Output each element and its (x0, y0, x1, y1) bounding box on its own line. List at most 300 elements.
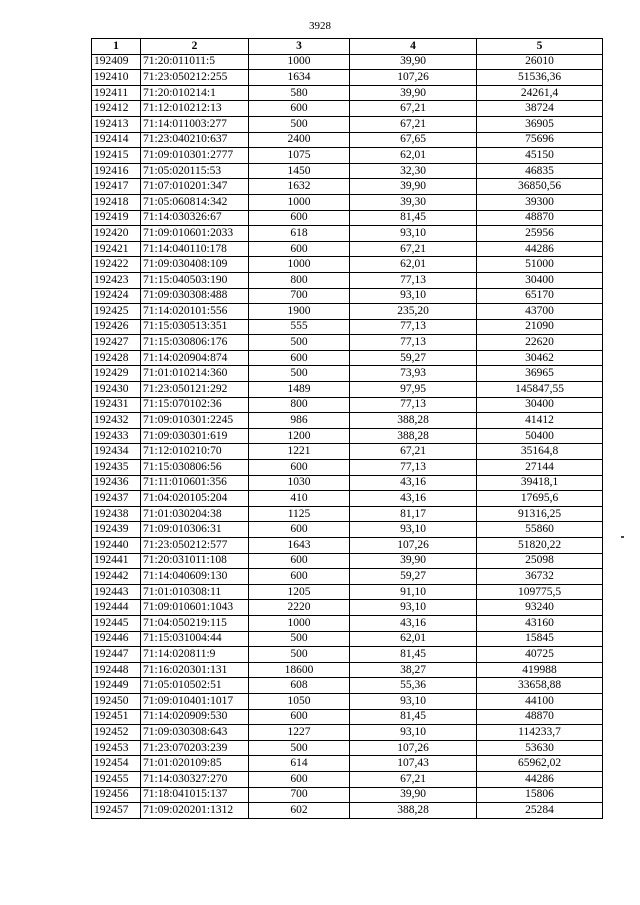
rate-cell: 39,90 (350, 179, 477, 195)
cadastral-number-cell: 71:15:030513:351 (141, 319, 249, 335)
value-cell: 48870 (477, 210, 603, 226)
value-cell: 30400 (477, 397, 603, 413)
cadastral-number-cell: 71:14:011003:277 (141, 116, 249, 132)
rate-cell: 81,17 (350, 506, 477, 522)
area-cell: 1634 (249, 70, 350, 86)
value-cell: 65170 (477, 288, 603, 304)
table-row (92, 210, 603, 226)
table-row (92, 538, 603, 554)
value-cell: 145847,55 (477, 382, 603, 398)
row-number-cell: 192424 (92, 288, 141, 304)
area-cell: 600 (249, 210, 350, 226)
cadastral-number-cell: 71:04:020105:204 (141, 491, 249, 507)
value-cell: 53630 (477, 740, 603, 756)
rate-cell: 67,65 (350, 132, 477, 148)
row-number-cell: 192416 (92, 163, 141, 179)
value-cell: 36732 (477, 569, 603, 585)
area-cell: 800 (249, 397, 350, 413)
table-row (92, 54, 603, 70)
cadastral-number-cell: 71:16:020301:131 (141, 662, 249, 678)
area-cell: 500 (249, 366, 350, 382)
table-row (92, 662, 603, 678)
row-number-cell: 192449 (92, 678, 141, 694)
value-cell: 114233,7 (477, 725, 603, 741)
rate-cell: 77,13 (350, 460, 477, 476)
table-row (92, 413, 603, 429)
table-row (92, 600, 603, 616)
cadastral-number-cell: 71:12:010210:70 (141, 444, 249, 460)
table-row (92, 506, 603, 522)
row-number-cell: 192428 (92, 350, 141, 366)
rate-cell: 93,10 (350, 725, 477, 741)
value-cell: 51820,22 (477, 538, 603, 554)
value-cell: 41412 (477, 413, 603, 429)
rate-cell: 67,21 (350, 241, 477, 257)
cadastral-number-cell: 71:01:030204:38 (141, 506, 249, 522)
cadastral-number-cell: 71:09:010601:1043 (141, 600, 249, 616)
table-row (92, 366, 603, 382)
rate-cell: 43,16 (350, 615, 477, 631)
row-number-cell: 192425 (92, 304, 141, 320)
table-row (92, 304, 603, 320)
table-row (92, 787, 603, 803)
area-cell: 500 (249, 740, 350, 756)
cadastral-number-cell: 71:09:010301:2245 (141, 413, 249, 429)
value-cell: 75696 (477, 132, 603, 148)
row-number-cell: 192418 (92, 194, 141, 210)
rate-cell: 93,10 (350, 226, 477, 242)
value-cell: 24261,4 (477, 85, 603, 101)
value-cell: 91316,25 (477, 506, 603, 522)
area-cell: 500 (249, 116, 350, 132)
cadastral-number-cell: 71:14:030326:67 (141, 210, 249, 226)
table-row (92, 491, 603, 507)
table-row (92, 335, 603, 351)
value-cell: 109775,5 (477, 584, 603, 600)
value-cell: 51000 (477, 257, 603, 273)
cadastral-number-cell: 71:23:050212:577 (141, 538, 249, 554)
rate-cell: 39,90 (350, 54, 477, 70)
table-row (92, 241, 603, 257)
rate-cell: 81,45 (350, 210, 477, 226)
cadastral-number-cell: 71:14:020101:556 (141, 304, 249, 320)
row-number-cell: 192446 (92, 631, 141, 647)
table-row (92, 70, 603, 86)
value-cell: 65962,02 (477, 756, 603, 772)
rate-cell: 97,95 (350, 382, 477, 398)
row-number-cell: 192422 (92, 257, 141, 273)
value-cell: 419988 (477, 662, 603, 678)
row-number-cell: 192436 (92, 475, 141, 491)
cadastral-number-cell: 71:01:010214:360 (141, 366, 249, 382)
rate-cell: 235,20 (350, 304, 477, 320)
table-row (92, 678, 603, 694)
value-cell: 39418,1 (477, 475, 603, 491)
table-row (92, 444, 603, 460)
row-number-cell: 192457 (92, 803, 141, 819)
row-number-cell: 192434 (92, 444, 141, 460)
table-row (92, 397, 603, 413)
area-cell: 1205 (249, 584, 350, 600)
rate-cell: 73,93 (350, 366, 477, 382)
value-cell: 36850,56 (477, 179, 603, 195)
table-row (92, 350, 603, 366)
cadastral-number-cell: 71:05:060814:342 (141, 194, 249, 210)
table-row (92, 771, 603, 787)
cadastral-number-cell: 71:09:020201:1312 (141, 803, 249, 819)
rate-cell: 43,16 (350, 475, 477, 491)
row-number-cell: 192420 (92, 226, 141, 242)
value-cell: 25098 (477, 553, 603, 569)
row-number-cell: 192453 (92, 740, 141, 756)
row-number-cell: 192450 (92, 693, 141, 709)
rate-cell: 39,30 (350, 194, 477, 210)
row-number-cell: 192447 (92, 647, 141, 663)
area-cell: 600 (249, 350, 350, 366)
row-number-cell: 192440 (92, 538, 141, 554)
area-cell: 1489 (249, 382, 350, 398)
cadastral-number-cell: 71:15:070102:36 (141, 397, 249, 413)
rate-cell: 67,21 (350, 444, 477, 460)
area-cell: 410 (249, 491, 350, 507)
cadastral-number-cell: 71:09:010401:1017 (141, 693, 249, 709)
row-number-cell: 192409 (92, 54, 141, 70)
row-number-cell: 192417 (92, 179, 141, 195)
column-header-5: 5 (477, 39, 603, 55)
cadastral-number-cell: 71:23:050121:292 (141, 382, 249, 398)
row-number-cell: 192456 (92, 787, 141, 803)
value-cell: 26010 (477, 54, 603, 70)
cadastral-number-cell: 71:09:030308:488 (141, 288, 249, 304)
table-row (92, 615, 603, 631)
row-number-cell: 192432 (92, 413, 141, 429)
row-number-cell: 192455 (92, 771, 141, 787)
area-cell: 600 (249, 241, 350, 257)
area-cell: 1000 (249, 54, 350, 70)
area-cell: 500 (249, 647, 350, 663)
column-header-4: 4 (350, 39, 477, 55)
area-cell: 1125 (249, 506, 350, 522)
value-cell: 50400 (477, 428, 603, 444)
scan-artifact (621, 536, 624, 538)
cadastral-number-cell: 71:09:030408:109 (141, 257, 249, 273)
row-number-cell: 192439 (92, 522, 141, 538)
area-cell: 600 (249, 522, 350, 538)
rate-cell: 39,90 (350, 85, 477, 101)
rate-cell: 388,28 (350, 803, 477, 819)
row-number-cell: 192414 (92, 132, 141, 148)
rate-cell: 67,21 (350, 101, 477, 117)
cadastral-number-cell: 71:23:070203:239 (141, 740, 249, 756)
table-row (92, 319, 603, 335)
header-row (92, 39, 603, 55)
value-cell: 38724 (477, 101, 603, 117)
value-cell: 33658,88 (477, 678, 603, 694)
row-number-cell: 192445 (92, 615, 141, 631)
cadastral-number-cell: 71:07:010201:347 (141, 179, 249, 195)
page-number: 3928 (309, 20, 331, 32)
area-cell: 580 (249, 85, 350, 101)
table-row (92, 163, 603, 179)
row-number-cell: 192443 (92, 584, 141, 600)
rate-cell: 77,13 (350, 397, 477, 413)
area-cell: 500 (249, 335, 350, 351)
column-header-2: 2 (141, 39, 249, 55)
value-cell: 35164,8 (477, 444, 603, 460)
row-number-cell: 192412 (92, 101, 141, 117)
rate-cell: 81,45 (350, 709, 477, 725)
value-cell: 15845 (477, 631, 603, 647)
row-number-cell: 192410 (92, 70, 141, 86)
area-cell: 608 (249, 678, 350, 694)
rate-cell: 77,13 (350, 319, 477, 335)
area-cell: 2400 (249, 132, 350, 148)
cadastral-number-cell: 71:14:020909:530 (141, 709, 249, 725)
row-number-cell: 192421 (92, 241, 141, 257)
rate-cell: 107,26 (350, 70, 477, 86)
area-cell: 1075 (249, 148, 350, 164)
column-header-3: 3 (249, 39, 350, 55)
cadastral-number-cell: 71:14:020811:9 (141, 647, 249, 663)
area-cell: 1900 (249, 304, 350, 320)
table-row (92, 101, 603, 117)
cadastral-number-cell: 71:01:020109:85 (141, 756, 249, 772)
table-row (92, 288, 603, 304)
value-cell: 44286 (477, 241, 603, 257)
row-number-cell: 192438 (92, 506, 141, 522)
table-row (92, 709, 603, 725)
value-cell: 15806 (477, 787, 603, 803)
row-number-cell: 192415 (92, 148, 141, 164)
rate-cell: 93,10 (350, 693, 477, 709)
row-number-cell: 192413 (92, 116, 141, 132)
rate-cell: 32,30 (350, 163, 477, 179)
row-number-cell: 192433 (92, 428, 141, 444)
table-row (92, 148, 603, 164)
area-cell: 800 (249, 272, 350, 288)
row-number-cell: 192442 (92, 569, 141, 585)
rate-cell: 107,26 (350, 538, 477, 554)
area-cell: 1000 (249, 257, 350, 273)
value-cell: 93240 (477, 600, 603, 616)
rate-cell: 67,21 (350, 116, 477, 132)
table-row (92, 631, 603, 647)
cadastral-number-cell: 71:11:010601:356 (141, 475, 249, 491)
column-header-1: 1 (92, 39, 141, 55)
rate-cell: 39,90 (350, 553, 477, 569)
row-number-cell: 192454 (92, 756, 141, 772)
rate-cell: 43,16 (350, 491, 477, 507)
value-cell: 25284 (477, 803, 603, 819)
value-cell: 36905 (477, 116, 603, 132)
area-cell: 1643 (249, 538, 350, 554)
value-cell: 43160 (477, 615, 603, 631)
area-cell: 618 (249, 226, 350, 242)
table-row (92, 257, 603, 273)
area-cell: 602 (249, 803, 350, 819)
table-row (92, 272, 603, 288)
table-row (92, 226, 603, 242)
rate-cell: 62,01 (350, 257, 477, 273)
area-cell: 1050 (249, 693, 350, 709)
cadastral-number-cell: 71:14:020904:874 (141, 350, 249, 366)
rate-cell: 388,28 (350, 428, 477, 444)
area-cell: 500 (249, 631, 350, 647)
row-number-cell: 192427 (92, 335, 141, 351)
cadastral-number-cell: 71:18:041015:137 (141, 787, 249, 803)
table-row (92, 756, 603, 772)
cadastral-number-cell: 71:12:010212:13 (141, 101, 249, 117)
row-number-cell: 192423 (92, 272, 141, 288)
cadastral-number-cell: 71:09:030301:619 (141, 428, 249, 444)
registry-table (91, 38, 603, 819)
rate-cell: 107,43 (350, 756, 477, 772)
table-row (92, 85, 603, 101)
row-number-cell: 192429 (92, 366, 141, 382)
row-number-cell: 192430 (92, 382, 141, 398)
table-row (92, 475, 603, 491)
table-row (92, 132, 603, 148)
area-cell: 600 (249, 569, 350, 585)
rate-cell: 38,27 (350, 662, 477, 678)
row-number-cell: 192448 (92, 662, 141, 678)
table-row (92, 803, 603, 819)
rate-cell: 62,01 (350, 631, 477, 647)
value-cell: 39300 (477, 194, 603, 210)
area-cell: 600 (249, 460, 350, 476)
table-row (92, 382, 603, 398)
table-row (92, 194, 603, 210)
row-number-cell: 192452 (92, 725, 141, 741)
rate-cell: 62,01 (350, 148, 477, 164)
area-cell: 18600 (249, 662, 350, 678)
table-row (92, 428, 603, 444)
area-cell: 1200 (249, 428, 350, 444)
row-number-cell: 192441 (92, 553, 141, 569)
row-number-cell: 192411 (92, 85, 141, 101)
area-cell: 1632 (249, 179, 350, 195)
rate-cell: 59,27 (350, 350, 477, 366)
row-number-cell: 192451 (92, 709, 141, 725)
row-number-cell: 192437 (92, 491, 141, 507)
value-cell: 22620 (477, 335, 603, 351)
table-row (92, 647, 603, 663)
table-row (92, 522, 603, 538)
table-body (92, 54, 603, 818)
value-cell: 17695,6 (477, 491, 603, 507)
cadastral-number-cell: 71:04:050219:115 (141, 615, 249, 631)
cadastral-number-cell: 71:09:030308:643 (141, 725, 249, 741)
value-cell: 51536,36 (477, 70, 603, 86)
rate-cell: 77,13 (350, 335, 477, 351)
rate-cell: 93,10 (350, 522, 477, 538)
cadastral-number-cell: 71:05:020115:53 (141, 163, 249, 179)
cadastral-number-cell: 71:15:031004:44 (141, 631, 249, 647)
cadastral-number-cell: 71:23:040210:637 (141, 132, 249, 148)
rate-cell: 55,36 (350, 678, 477, 694)
area-cell: 600 (249, 771, 350, 787)
cadastral-number-cell: 71:23:050212:255 (141, 70, 249, 86)
area-cell: 600 (249, 553, 350, 569)
cadastral-number-cell: 71:15:030806:56 (141, 460, 249, 476)
rate-cell: 93,10 (350, 288, 477, 304)
area-cell: 1450 (249, 163, 350, 179)
cadastral-number-cell: 71:01:010308:11 (141, 584, 249, 600)
area-cell: 1000 (249, 194, 350, 210)
rate-cell: 93,10 (350, 600, 477, 616)
area-cell: 1227 (249, 725, 350, 741)
cadastral-number-cell: 71:14:040110:178 (141, 241, 249, 257)
area-cell: 614 (249, 756, 350, 772)
rate-cell: 91,10 (350, 584, 477, 600)
value-cell: 48870 (477, 709, 603, 725)
value-cell: 21090 (477, 319, 603, 335)
value-cell: 27144 (477, 460, 603, 476)
value-cell: 44100 (477, 693, 603, 709)
rate-cell: 388,28 (350, 413, 477, 429)
table-row (92, 693, 603, 709)
rate-cell: 81,45 (350, 647, 477, 663)
value-cell: 25956 (477, 226, 603, 242)
row-number-cell: 192444 (92, 600, 141, 616)
area-cell: 2220 (249, 600, 350, 616)
cadastral-number-cell: 71:05:010502:51 (141, 678, 249, 694)
value-cell: 55860 (477, 522, 603, 538)
row-number-cell: 192426 (92, 319, 141, 335)
table-row (92, 569, 603, 585)
value-cell: 45150 (477, 148, 603, 164)
rate-cell: 107,26 (350, 740, 477, 756)
cadastral-number-cell: 71:09:010306:31 (141, 522, 249, 538)
row-number-cell: 192435 (92, 460, 141, 476)
table-row (92, 725, 603, 741)
area-cell: 600 (249, 709, 350, 725)
value-cell: 30400 (477, 272, 603, 288)
table-row (92, 116, 603, 132)
table-row (92, 553, 603, 569)
cadastral-number-cell: 71:15:030806:176 (141, 335, 249, 351)
rate-cell: 59,27 (350, 569, 477, 585)
area-cell: 986 (249, 413, 350, 429)
cadastral-number-cell: 71:14:030327:270 (141, 771, 249, 787)
cadastral-number-cell: 71:15:040503:190 (141, 272, 249, 288)
row-number-cell: 192431 (92, 397, 141, 413)
area-cell: 555 (249, 319, 350, 335)
rate-cell: 67,21 (350, 771, 477, 787)
table-row (92, 584, 603, 600)
cadastral-number-cell: 71:20:010214:1 (141, 85, 249, 101)
row-number-cell: 192419 (92, 210, 141, 226)
value-cell: 30462 (477, 350, 603, 366)
value-cell: 36965 (477, 366, 603, 382)
rate-cell: 39,90 (350, 787, 477, 803)
value-cell: 40725 (477, 647, 603, 663)
area-cell: 600 (249, 101, 350, 117)
area-cell: 1000 (249, 615, 350, 631)
table-row (92, 179, 603, 195)
area-cell: 700 (249, 288, 350, 304)
cadastral-number-cell: 71:20:011011:5 (141, 54, 249, 70)
cadastral-number-cell: 71:09:010301:2777 (141, 148, 249, 164)
area-cell: 1221 (249, 444, 350, 460)
rate-cell: 77,13 (350, 272, 477, 288)
cadastral-number-cell: 71:14:040609:130 (141, 569, 249, 585)
table-row (92, 740, 603, 756)
value-cell: 46835 (477, 163, 603, 179)
area-cell: 1030 (249, 475, 350, 491)
table-row (92, 460, 603, 476)
value-cell: 44286 (477, 771, 603, 787)
